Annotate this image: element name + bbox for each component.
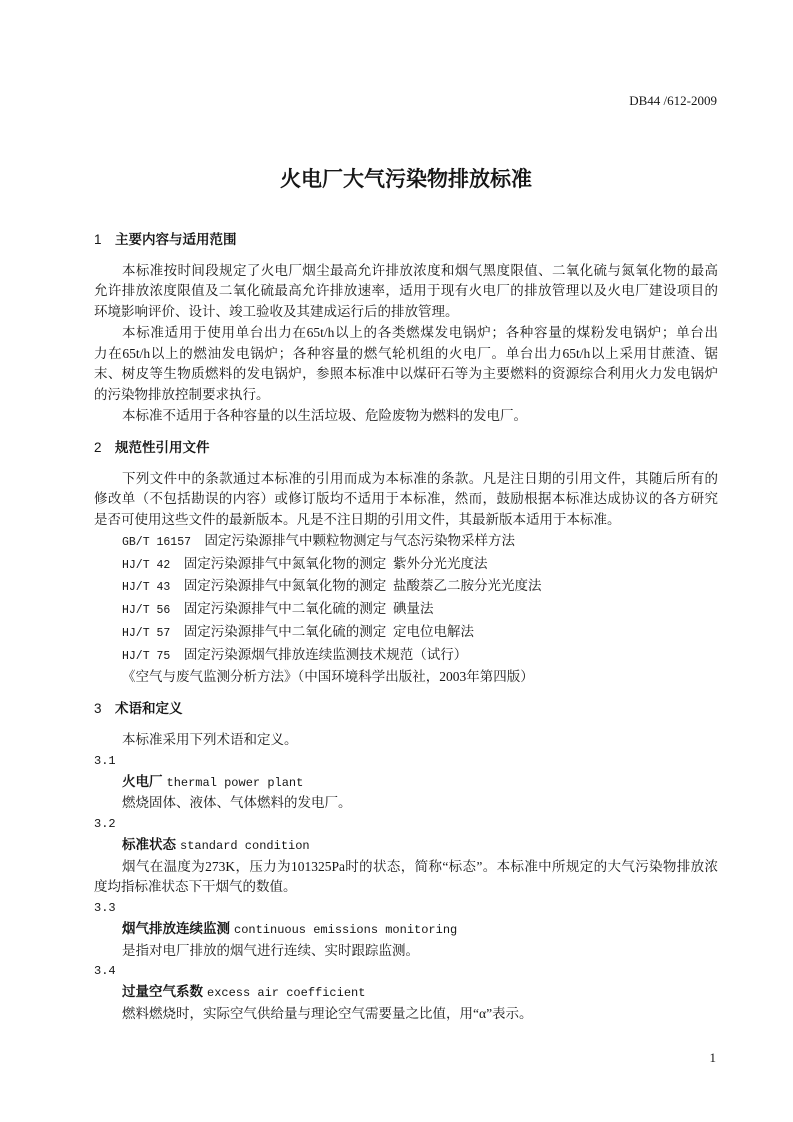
paragraph-line: 修改单（不包括勘误的内容）或修订版均不适用于本标准，然而，鼓励根据本标准达成协议的各方研究 [94, 491, 718, 507]
section-heading [94, 230, 718, 251]
term-definition: 燃烧固体、液体、气体燃料的发电厂。 [122, 795, 352, 811]
reference-item [94, 599, 718, 622]
reference-title: 固定污染源排气中氮氧化物的测定 盐酸萘乙二胺分光光度法 [183, 578, 542, 594]
paragraph-line: 力在65t/h以上的燃油发电锅炉；各种容量的燃气轮机组的火电厂。单台出力65t/h以上采用甘蔗渣、锯 [94, 345, 718, 361]
paragraph-line: 允许排放浓度限值及二氧化硫最高允许排放速率，适用于现有火电厂的排放管理以及火电厂建设项目的 [94, 283, 718, 299]
reference-item [94, 645, 718, 668]
term-definition: 是指对电厂排放的烟气进行连续、实时跟踪监测。 [122, 942, 419, 958]
paragraph-line: 是否可使用这些文件的最新版本。凡是不注日期的引用文件，其最新版本适用于本标准。 [94, 512, 621, 528]
term-entry [94, 814, 718, 898]
reference-code: HJ/T 57 [122, 626, 171, 640]
section-terms-definitions [94, 699, 718, 1025]
term-number: 3.4 [94, 964, 116, 979]
paragraph-line: 本标准按时间段规定了火电厂烟尘最高允许排放浓度和烟气黑度限值、二氧化硫与氮氧化物的最高 [122, 262, 718, 278]
standard-code: DB44 /612-2009 [629, 93, 717, 108]
term-english: thermal power plant [166, 775, 304, 790]
term-line [94, 982, 718, 1004]
paragraph-line: 环境影响评价、设计、竣工验收及其建成运行后的排放管理。 [94, 304, 459, 320]
term-definition: 燃料燃烧时，实际空气供给量与理论空气需要量之比值，用“α”表示。 [122, 1005, 533, 1021]
reference-code: HJ/T 75 [122, 649, 171, 663]
reference-item [94, 531, 718, 554]
term-english: excess air coefficient [207, 986, 366, 1001]
reference-title: 固定污染源排气中氮氧化物的测定 紫外分光光度法 [183, 555, 488, 571]
book-reference: 《空气与废气监测分析方法》（中国环境科学出版社，2003年第四版） [122, 669, 534, 685]
reference-code: GB/T 16157 [122, 535, 192, 549]
paragraph-line: 本标准不适用于各种容量的以生活垃圾、危险废物为燃料的发电厂。 [122, 407, 527, 423]
document-body [94, 230, 718, 1025]
section-title: 主要内容与适用范围 [115, 231, 237, 247]
term-line [94, 919, 718, 941]
page-number: 1 [709, 1050, 716, 1065]
paragraph-line: 的污染物排放控制要求执行。 [94, 387, 270, 403]
term-definition: 烟气在温度为273K，压力为101325Pa时的状态，简称“标态”。本标准中所规定的大气污染物排放浓 [122, 858, 718, 874]
section-number: 2 [94, 439, 102, 455]
reference-code: HJ/T 42 [122, 558, 171, 572]
reference-item [94, 554, 718, 577]
term-english: continuous emissions monitoring [234, 922, 458, 937]
term-number: 3.1 [94, 753, 116, 768]
reference-title: 固定污染源排气中二氧化硫的测定 碘量法 [183, 601, 434, 617]
paragraph-line: 末、树皮等生物质燃料的发电锅炉，参照本标准中以煤矸石等为主要燃料的资源综合利用火力发电锅炉 [94, 366, 718, 382]
section-number: 1 [94, 231, 102, 247]
term-entry [94, 898, 718, 961]
reference-title: 固定污染源排气中二氧化硫的测定 定电位电解法 [183, 623, 475, 639]
document-title: 火电厂大气污染物排放标准 [280, 168, 532, 191]
term-name: 过量空气系数 [122, 984, 203, 1000]
reference-item [94, 576, 718, 599]
section-heading [94, 438, 718, 459]
term-number: 3.2 [94, 817, 116, 832]
section-number: 3 [94, 701, 102, 717]
paragraph-line: 本标准适用于使用单台出力在65t/h以上的各类燃煤发电锅炉；各种容量的煤粉发电锅炉；单台出 [122, 324, 718, 340]
reference-title: 固定污染源烟气排放连续监测技术规范（试行） [183, 646, 468, 662]
term-name: 标准状态 [122, 836, 176, 852]
term-definition: 度均指标准状态下干烟气的数值。 [94, 879, 297, 895]
term-english: standard condition [180, 838, 310, 853]
reference-code: HJ/T 56 [122, 604, 171, 618]
section-title: 规范性引用文件 [115, 439, 210, 455]
term-line [94, 772, 718, 794]
paragraph-line: 下列文件中的条款通过本标准的引用而成为本标准的条款。凡是注日期的引用文件，其随后所有的 [122, 470, 718, 486]
section-scope [94, 230, 718, 427]
section-intro: 本标准采用下列术语和定义。 [122, 732, 298, 748]
term-number: 3.3 [94, 901, 116, 916]
reference-item [94, 622, 718, 645]
term-name: 烟气排放连续监测 [122, 920, 230, 936]
section-heading [94, 699, 718, 720]
term-name: 火电厂 [122, 773, 163, 789]
term-line [94, 835, 718, 857]
section-title: 术语和定义 [115, 701, 183, 717]
term-entry [94, 961, 718, 1024]
section-normative-references [94, 438, 718, 689]
reference-code: HJ/T 43 [122, 581, 171, 595]
term-entry [94, 751, 718, 814]
reference-title: 固定污染源排气中颗粒物测定与气态污染物采样方法 [204, 532, 516, 548]
